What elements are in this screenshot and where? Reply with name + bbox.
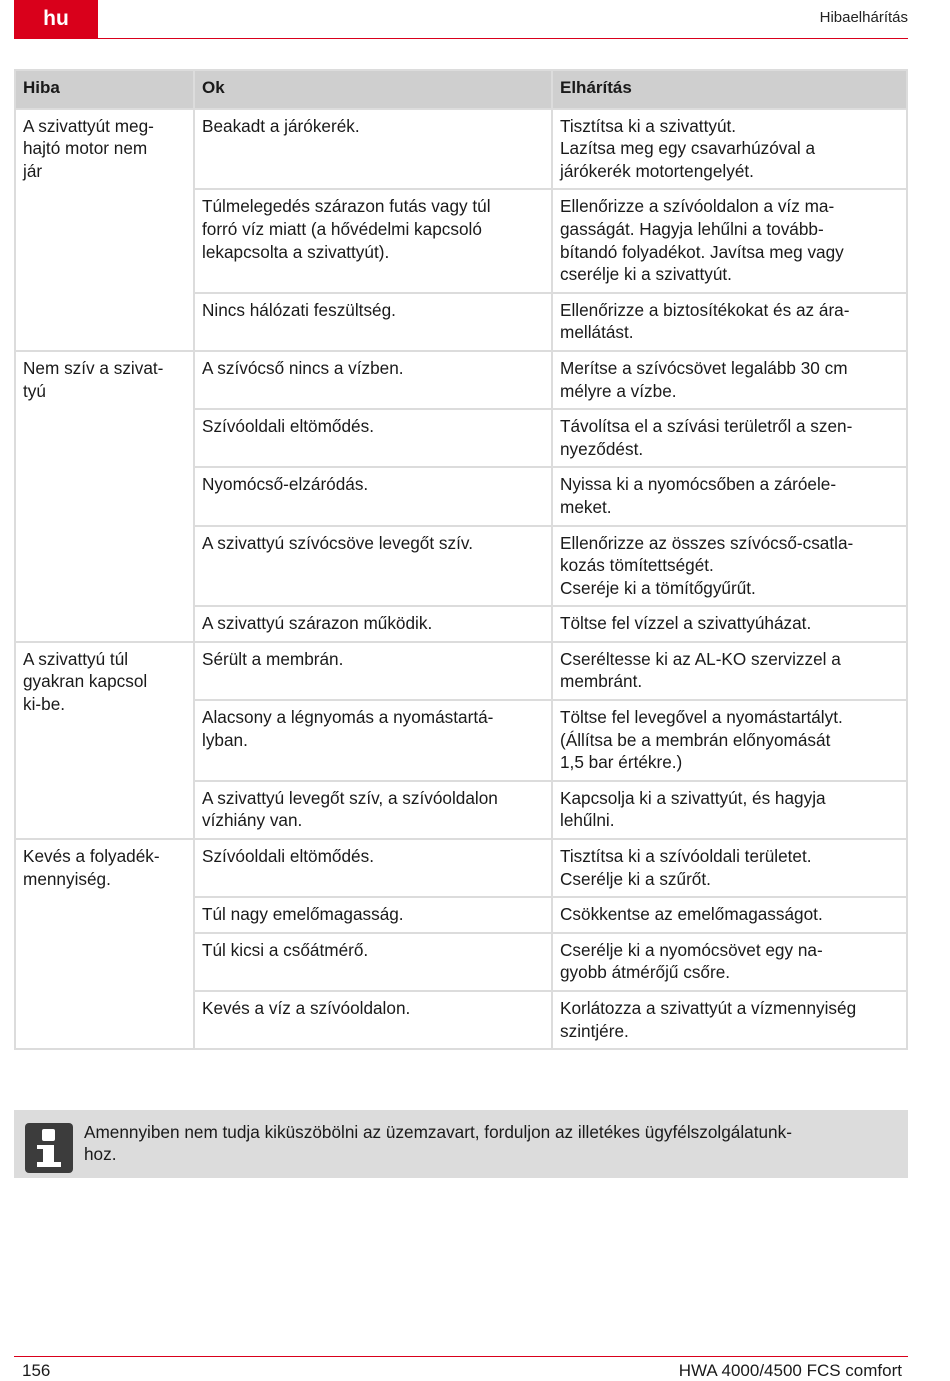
product-model: HWA 4000/4500 FCS comfort <box>678 1361 902 1380</box>
cause-cell: Túlmelegedés szárazon futás vagy túl forró víz miatt (a hővédelmi kapcsoló lekapcsolta a szivattyút). <box>194 189 552 292</box>
remedy-cell: Korlátozza a szivattyút a vízmennyiség szintjére. <box>552 991 907 1049</box>
remedy-cell: Nyissa ki a nyomócsőben a záróele- meket. <box>552 467 907 525</box>
cause-cell: A szivattyú levegőt szív, a szívóoldalon vízhiány van. <box>194 781 552 839</box>
cause-cell: Sérült a membrán. <box>194 642 552 700</box>
cause-cell: Beakadt a járókerék. <box>194 109 552 190</box>
cause-cell: Szívóoldali eltömődés. <box>194 409 552 467</box>
cause-cell: Nincs hálózati feszültség. <box>194 293 552 351</box>
troubleshooting-table <box>14 69 908 1050</box>
remedy-cell: Ellenőrizze az összes szívócső-csatla- kozás tömítettségét. Cseréje ki a tömítőgyűrűt. <box>552 526 907 607</box>
info-note-text: Amennyiben nem tudja kiküszöbölni az üzemzavart, forduljon az illetékes ügyfélszolgálatunk- hoz. <box>84 1122 792 1164</box>
remedy-cell: Merítse a szívócsövet legalább 30 cm mélyre a vízbe. <box>552 351 907 409</box>
remedy-cell: Tisztítsa ki a szívóoldali területet. Cserélje ki a szűrőt. <box>552 839 907 897</box>
remedy-cell: Ellenőrizze a biztosítékokat és az ára- mellátást. <box>552 293 907 351</box>
footer-divider <box>14 1356 908 1357</box>
cause-cell: Szívóoldali eltömődés. <box>194 839 552 897</box>
cause-cell: Nyomócső-elzáródás. <box>194 467 552 525</box>
table-row <box>15 109 907 190</box>
cause-cell: Alacsony a légnyomás a nyomástartá- lyban. <box>194 700 552 781</box>
info-icon <box>25 1123 73 1173</box>
column-header-cause: Ok <box>194 70 552 109</box>
remedy-cell: Cserélje ki a nyomócsövet egy na- gyobb átmérőjű csőre. <box>552 933 907 991</box>
remedy-cell: Töltse fel vízzel a szivattyúházat. <box>552 606 907 642</box>
remedy-cell: Töltse fel levegővel a nyomástartályt. (Állítsa be a membrán előnyomását 1,5 bar értékre.) <box>552 700 907 781</box>
cause-cell: Túl kicsi a csőátmérő. <box>194 933 552 991</box>
cause-cell: A szivattyú szívócsöve levegőt szív. <box>194 526 552 607</box>
page-number: 156 <box>22 1361 51 1380</box>
fault-cell: A szivattyút meg- hajtó motor nem jár <box>15 109 194 351</box>
section-title: Hibaelhárítás <box>819 9 908 26</box>
language-tab: hu <box>14 0 98 38</box>
cause-cell: A szivattyú szárazon működik. <box>194 606 552 642</box>
fault-cell: Kevés a folyadék- mennyiség. <box>15 839 194 1049</box>
remedy-cell: Cseréltesse ki az AL-KO szervizzel a membránt. <box>552 642 907 700</box>
info-note <box>14 1110 908 1178</box>
remedy-cell: Csökkentse az emelőmagasságot. <box>552 897 907 933</box>
column-header-fault: Hiba <box>15 70 194 109</box>
remedy-cell: Kapcsolja ki a szivattyút, és hagyja lehűlni. <box>552 781 907 839</box>
header-divider <box>14 38 908 39</box>
table-row <box>15 839 907 897</box>
remedy-cell: Tisztítsa ki a szivattyút. Lazítsa meg egy csavarhúzóval a járókerék motortengelyét. <box>552 109 907 190</box>
fault-cell: Nem szív a szivat- tyú <box>15 351 194 642</box>
table-row <box>15 351 907 409</box>
cause-cell: Túl nagy emelőmagasság. <box>194 897 552 933</box>
column-header-remedy: Elhárítás <box>552 70 907 109</box>
remedy-cell: Távolítsa el a szívási területről a szen- nyeződést. <box>552 409 907 467</box>
remedy-cell: Ellenőrizze a szívóoldalon a víz ma- gasságát. Hagyja lehűlni a tovább- bítandó folyadékot. Javítsa meg vagy cserélje ki a szivattyút. <box>552 189 907 292</box>
table-header-row <box>15 70 907 109</box>
cause-cell: Kevés a víz a szívóoldalon. <box>194 991 552 1049</box>
table-row <box>15 642 907 700</box>
fault-cell: A szivattyú túl gyakran kapcsol ki-be. <box>15 642 194 839</box>
cause-cell: A szívócső nincs a vízben. <box>194 351 552 409</box>
